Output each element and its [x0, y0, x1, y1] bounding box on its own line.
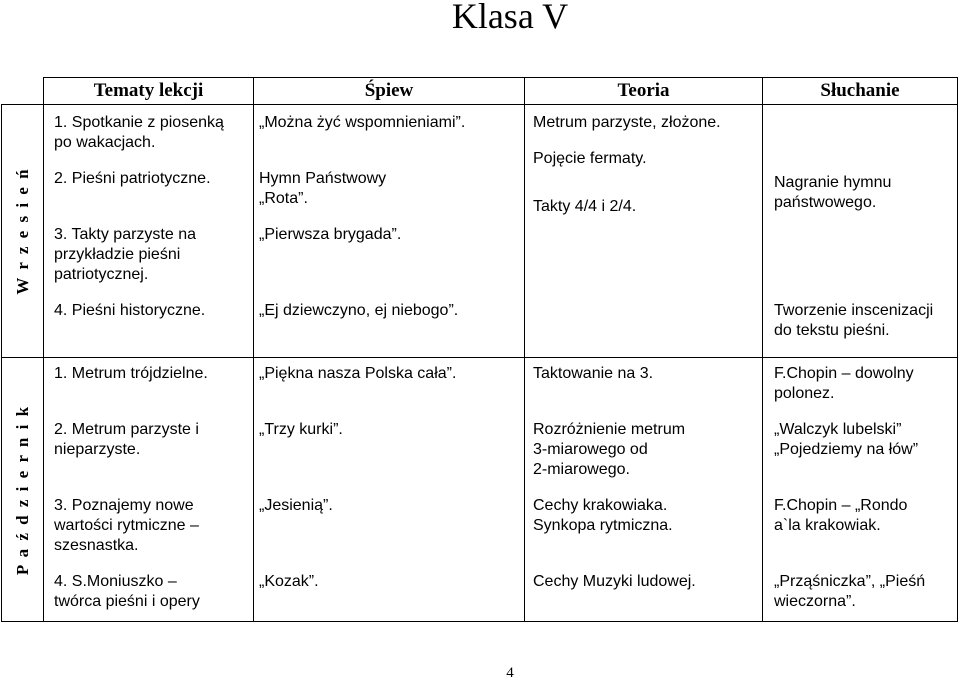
september-theory	[525, 105, 763, 358]
page-number: 4	[506, 665, 514, 681]
theory-item: Metrum parzyste, złożone.	[533, 114, 721, 131]
month-september: W r z e s i e ń	[12, 167, 32, 295]
september-topics	[44, 105, 254, 358]
theory-item: Taktowanie na 3.	[533, 365, 654, 382]
song-item: Hymn Państwowy „Rota”.	[259, 170, 387, 207]
header-blank	[2, 78, 44, 105]
listening-item: „Prząśniczka”, „Pieśń wieczorna”.	[774, 573, 926, 610]
topic-item: 1. Metrum trójdzielne.	[54, 365, 208, 382]
october-topics	[44, 358, 254, 622]
september-row	[2, 105, 958, 358]
theory-item: Pojęcie fermaty.	[533, 150, 647, 167]
song-item: „Jesienią”.	[259, 497, 333, 514]
topic-item: 4. Pieśni historyczne.	[54, 302, 206, 319]
listening-item: Tworzenie inscenizacji do tekstu pieśni.	[774, 302, 934, 339]
topic-item: 3. Poznajemy nowe wartości rytmiczne – szesnastka.	[54, 497, 199, 554]
october-cell	[2, 358, 44, 622]
header-listening: Słuchanie	[763, 78, 958, 105]
lesson-plan-table	[1, 77, 958, 622]
listening-item: „Walczyk lubelski” „Pojedziemy na łów”	[774, 421, 919, 458]
theory-item: Cechy Muzyki ludowej.	[533, 573, 696, 590]
header-theory: Teoria	[525, 78, 763, 105]
song-item: „Kozak”.	[259, 573, 319, 590]
page-title: Klasa V	[451, 0, 569, 36]
theory-item: Takty 4/4 i 2/4.	[533, 198, 637, 215]
song-item: „Piękna nasza Polska cała”.	[259, 365, 457, 382]
topic-item: 4. S.Moniuszko – twórca pieśni i opery	[54, 573, 200, 610]
october-songs	[254, 358, 525, 622]
listening-item: F.Chopin – „Rondo a`la krakowiak.	[774, 497, 908, 534]
month-october: P a ź d z i e r n i k	[12, 404, 32, 575]
song-item: „Można żyć wspomnieniami”.	[259, 114, 466, 131]
header-singing: Śpiew	[254, 78, 525, 105]
song-item: „Pierwsza brygada”.	[259, 226, 402, 243]
topic-item: 3. Takty parzyste na przykładzie pieśni patriotycznej.	[54, 226, 196, 283]
header-row	[2, 78, 958, 105]
listening-item: Nagranie hymnu państwowego.	[774, 174, 892, 211]
september-listening	[763, 105, 958, 358]
october-theory	[525, 358, 763, 622]
october-listening	[763, 358, 958, 622]
topic-item: 1. Spotkanie z piosenką po wakacjach.	[54, 114, 224, 151]
october-row	[2, 358, 958, 622]
topic-item: 2. Pieśni patriotyczne.	[54, 170, 211, 187]
theory-item: Rozróżnienie metrum 3-miarowego od 2-miarowego.	[533, 421, 686, 478]
listening-item: F.Chopin – dowolny polonez.	[774, 365, 914, 402]
song-item: „Trzy kurki”.	[259, 421, 343, 438]
song-item: „Ej dziewczyno, ej niebogo”.	[259, 302, 459, 319]
theory-item: Cechy krakowiaka. Synkopa rytmiczna.	[533, 497, 673, 534]
september-songs	[254, 105, 525, 358]
header-topics: Tematy lekcji	[44, 78, 254, 105]
september-cell	[2, 105, 44, 358]
topic-item: 2. Metrum parzyste i nieparzyste.	[54, 421, 199, 458]
